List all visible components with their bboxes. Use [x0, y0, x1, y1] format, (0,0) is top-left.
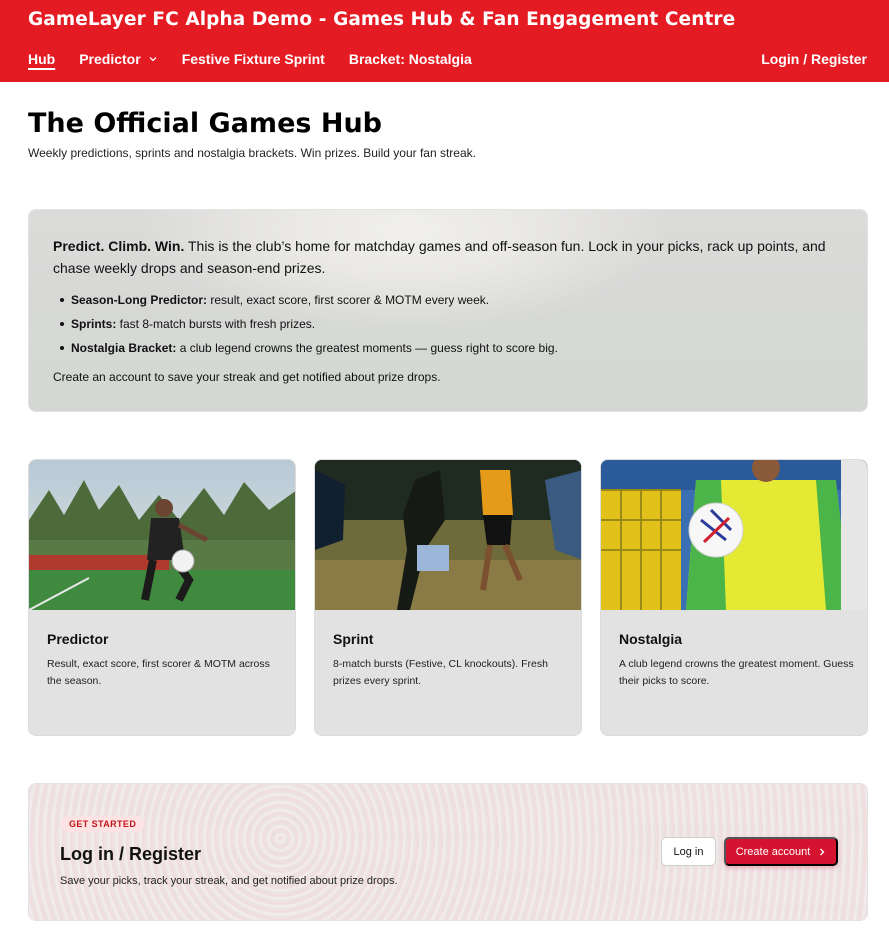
- intro-panel: [28, 209, 868, 412]
- card-description: Result, exact score, first scorer & MOTM across the season.: [47, 658, 270, 687]
- list-item-bold: Sprints:: [71, 317, 117, 331]
- chevron-right-icon: [818, 848, 826, 856]
- main-nav: [28, 51, 496, 67]
- page-subtitle: Weekly predictions, sprints and nostalgia brackets. Win prizes. Build your fan streak.: [28, 146, 476, 160]
- feature-list: [71, 292, 851, 364]
- sprint-image: [315, 460, 581, 610]
- list-item-text: a club legend crowns the greatest moments — guess right to score big.: [176, 341, 558, 355]
- nav-item-label: Predictor: [79, 51, 141, 67]
- card-predictor[interactable]: [28, 459, 296, 736]
- predictor-image: [29, 460, 295, 610]
- login-button[interactable]: [661, 837, 716, 866]
- nav-item-predictor[interactable]: [79, 51, 157, 67]
- card-title: Sprint: [333, 631, 374, 647]
- login-register-link[interactable]: Login / Register: [761, 51, 867, 67]
- create-account-label: Create account: [735, 845, 811, 858]
- card-sprint[interactable]: [314, 459, 582, 736]
- nav-item-label: Bracket: Nostalgia: [348, 51, 472, 67]
- page-title: The Official Games Hub: [28, 108, 382, 139]
- nostalgia-photo: [601, 460, 867, 610]
- nav-item-festive-sprint[interactable]: [182, 51, 325, 67]
- card-title: Nostalgia: [619, 631, 683, 647]
- intro-lead: [53, 235, 853, 279]
- intro-note: Create an account to save your streak and get notified about prize drops.: [53, 370, 441, 384]
- card-description: A club legend crowns the greatest moment. Guess their picks to score.: [619, 658, 854, 687]
- predictor-photo: [29, 460, 295, 610]
- cta-subtitle: Save your picks, track your streak, and get notified about prize drops.: [60, 875, 398, 887]
- top-header: [0, 0, 889, 82]
- list-item-text: result, exact score, first scorer & MOTM every week.: [207, 293, 490, 307]
- nav-item-hub[interactable]: [28, 51, 55, 67]
- list-item: [71, 316, 851, 340]
- card-description: 8-match bursts (Festive, CL knockouts). Fresh prizes every sprint.: [333, 658, 548, 687]
- nav-item-label: Festive Fixture Sprint: [181, 51, 325, 67]
- intro-lead-text: This is the club’s home for matchday games and off-season fun. Lock in your picks, rack up points, and chase weekly drops and season-end prizes.: [53, 238, 826, 276]
- cta-title: Log in / Register: [60, 844, 202, 864]
- create-account-button[interactable]: [724, 837, 838, 866]
- list-item-text: fast 8-match bursts with fresh prizes.: [116, 317, 316, 331]
- list-item-bold: Season-Long Predictor:: [71, 293, 208, 307]
- chevron-down-icon: [148, 54, 158, 64]
- sprint-photo: [315, 460, 581, 610]
- card-nostalgia[interactable]: [600, 459, 868, 736]
- list-item: [71, 340, 851, 364]
- list-item: [71, 292, 851, 316]
- get-started-panel: [28, 783, 868, 921]
- nav-item-label: Hub: [28, 51, 56, 67]
- card-title: Predictor: [47, 631, 109, 647]
- nav-item-bracket[interactable]: [349, 51, 472, 67]
- intro-lead-bold: Predict. Climb. Win.: [53, 238, 185, 254]
- get-started-badge: GET STARTED: [61, 816, 144, 832]
- site-title: GameLayer FC Alpha Demo - Games Hub & Fan Engagement Centre: [28, 9, 736, 30]
- list-item-bold: Nostalgia Bracket:: [71, 341, 177, 355]
- nostalgia-image: [601, 460, 867, 610]
- login-button-label: Log in: [673, 845, 704, 858]
